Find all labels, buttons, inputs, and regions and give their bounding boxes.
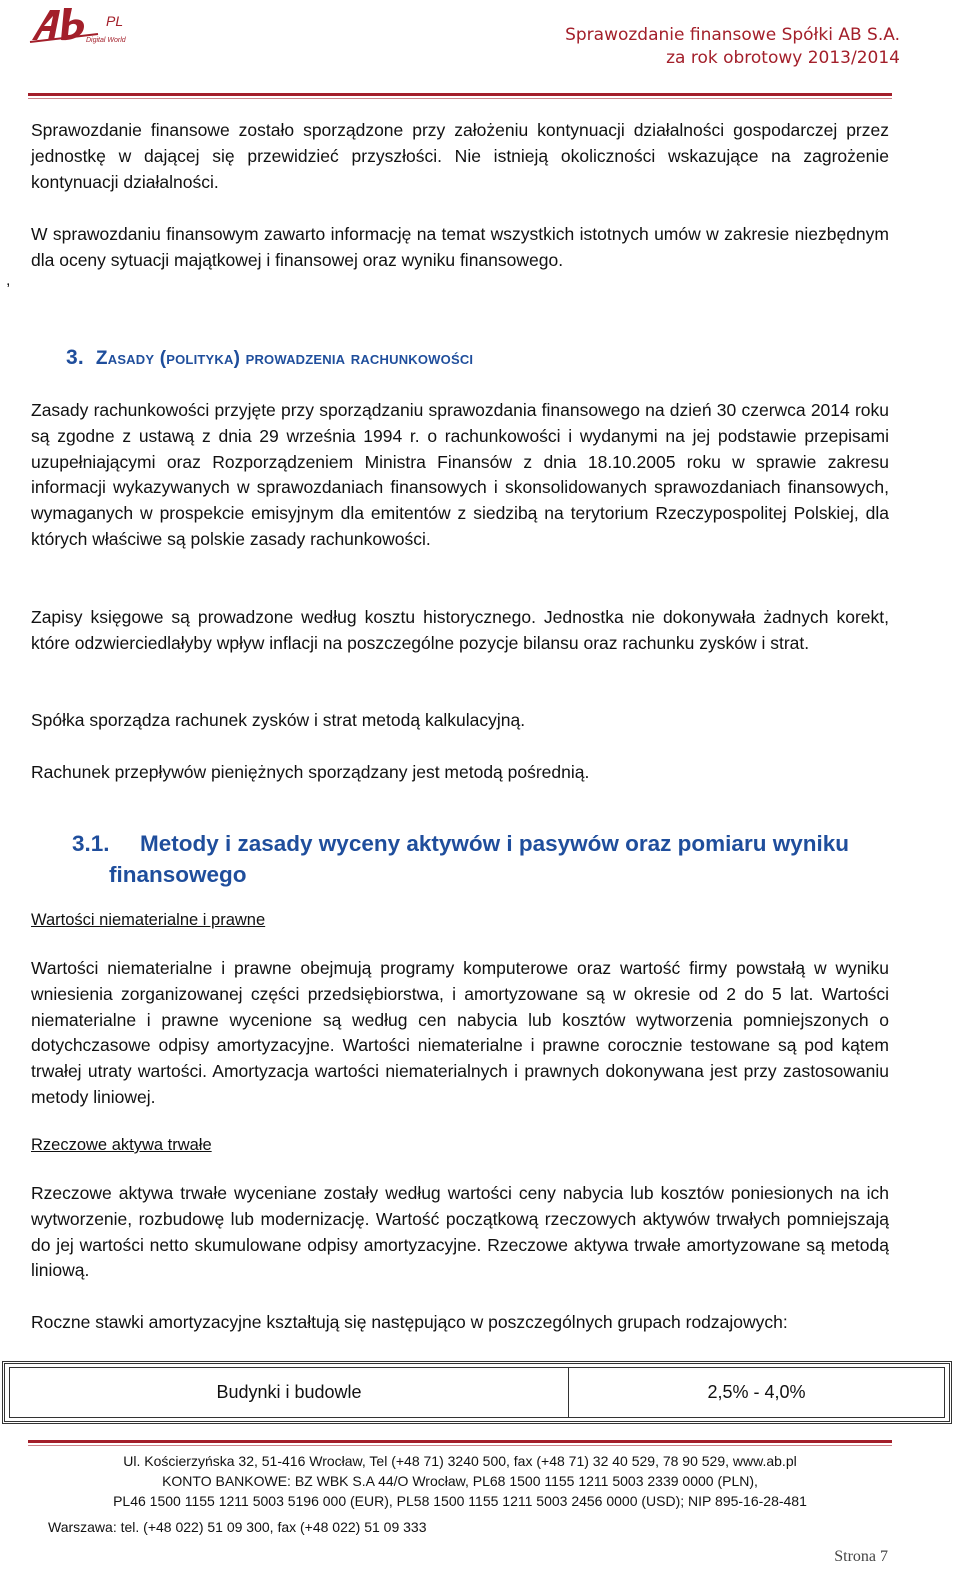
paragraph-depreciation-rates: Roczne stawki amortyzacyjne kształtują się następująco w poszczególnych grupach rodzajowych: xyxy=(31,1312,788,1332)
footer-divider xyxy=(28,1440,892,1443)
footer-warsaw-contact: Warszawa: tel. (+48 022) 51 09 300, fax (+48 022) 51 09 333 xyxy=(48,1519,427,1535)
paragraph-going-concern: Sprawozdanie finansowe zostało sporządzone przy założeniu kontynuacji działalności gospodarczej przez jednostkę w dającej się przewidzieć przyszłości. Nie istnieją okoliczności wskazujące na zagrożenie kontynuacji działalności. xyxy=(31,120,889,192)
section-3-title: Zasady (polityka) prowadzenia rachunkowości xyxy=(95,348,474,369)
section-3-number: 3. xyxy=(66,346,84,369)
footer-divider-thin xyxy=(28,1445,892,1446)
paragraph-intangible-assets: Wartości niematerialne i prawne obejmują programy komputerowe oraz wartość firmy powstałą w wyniku wniesienia zorganizowanej części przedsiębiorstwa, i amortyzowane są w okresie od 2 do 5 lat. Wartości niematerialne i prawne wycenione są według cen nabycia lub kosztów wytworzenia pomniejszonych o dotychczasowe odpisy amortyzacyjne. Wartości niematerialne i prawne corocznie testowane są pod kątem trwałej utraty wartości. Amortyzacja wartości niematerialnych i prawnych dokonywana jest przy zastosowaniu metody liniowej. xyxy=(31,958,889,1107)
header-divider-thin xyxy=(28,98,892,99)
page-number: Strona 7 xyxy=(834,1548,888,1565)
section-3-1-number: 3.1. xyxy=(72,831,110,856)
header-divider xyxy=(28,93,892,96)
paragraph-historical-cost: Zapisy księgowe są prowadzone według kosztu historycznego. Jednostka nie dokonywała żadnych korekt, które odzwierciedlałyby wpływ inflacji na poszczególne pozycje bilansu oraz rachunku zysków i strat. xyxy=(31,607,889,653)
footer-address: Ul. Kościerzyńska 32, 51-416 Wrocław, Tel (+48 71) 3240 500, fax (+48 71) 32 40 529, 78 90 529, www.ab.pl xyxy=(123,1453,797,1469)
footer-bank-account: KONTO BANKOWE: BZ WBK S.A 44/O Wrocław, PL68 1500 1155 1211 5003 2339 0000 (PLN), xyxy=(162,1473,758,1489)
footer-bank-accounts-2: PL46 1500 1155 1211 5003 5196 000 (EUR), PL58 1500 1155 1211 5003 2456 0000 (USD); NIP 895-16-28-481 xyxy=(113,1493,807,1509)
table-cell-rate: 2,5% - 4,0% xyxy=(707,1382,806,1402)
stray-comma: , xyxy=(6,272,11,289)
table-cell-group: Budynki i budowle xyxy=(10,1368,569,1417)
subsection-intangible-assets: Wartości niematerialne i prawne xyxy=(31,911,266,929)
paragraph-income-statement: Spółka sporządza rachunek zysków i strat metodą kalkulacyjną. xyxy=(31,710,526,730)
logo-tagline: Digital World xyxy=(86,37,126,44)
table-row xyxy=(9,1367,945,1418)
paragraph-accounting-principles: Zasady rachunkowości przyjęte przy sporządzaniu sprawozdania finansowego na dzień 30 czerwca 2014 roku są zgodne z ustawą z dnia 29 września 1994 r. o rachunkowości i wydanymi na jej podstawie przepisami uzupełniającymi oraz Rozporządzeniem Ministra Finansów z dnia 18.10.2005 roku w sprawie zakresu informacji wykazywanych w sprawozdaniach finansowych i skonsolidowanych sprawozdaniach finansowych, wymaganych w prospekcie emisyjnym dla emitentów z siedzibą na terytorium Rzeczypospolitej Polskiej, dla których właściwe są polskie zasady rachunkowości. xyxy=(31,400,889,549)
header-period: za rok obrotowy 2013/2014 xyxy=(666,48,900,68)
ab-logo xyxy=(28,4,148,46)
depreciation-table xyxy=(2,1361,952,1424)
subsection-fixed-assets: Rzeczowe aktywa trwałe xyxy=(31,1136,212,1154)
document-header xyxy=(565,24,900,70)
header-title: Sprawozdanie finansowe Spółki AB S.A. xyxy=(565,25,900,45)
logo-pl-text: PL xyxy=(106,13,124,29)
section-3-heading xyxy=(66,346,473,370)
section-3-1-title: Metody i zasady wyceny aktywów i pasywów oraz pomiaru wyniku finansowego xyxy=(109,831,849,887)
paragraph-fixed-assets: Rzeczowe aktywa trwałe wyceniane zostały według wartości ceny nabycia lub kosztów poniesionych na ich wytworzenie, rozbudowę lub modernizację. Wartość początkową rzeczowych aktywów trwałych pomniejszają do jej wartości netto skumulowane odpisy amortyzacyjne. Rzeczowe aktywa trwałe amortyzowane są metodą liniową. xyxy=(31,1183,889,1281)
paragraph-contracts: W sprawozdaniu finansowym zawarto informację na temat wszystkich istotnych umów w zakresie niezbędnym dla oceny sytuacji majątkowej i finansowej oraz wyniku finansowego. xyxy=(31,224,889,270)
section-3-1-heading xyxy=(72,828,929,890)
paragraph-cash-flow: Rachunek przepływów pieniężnych sporządzany jest metodą pośrednią. xyxy=(31,762,590,782)
